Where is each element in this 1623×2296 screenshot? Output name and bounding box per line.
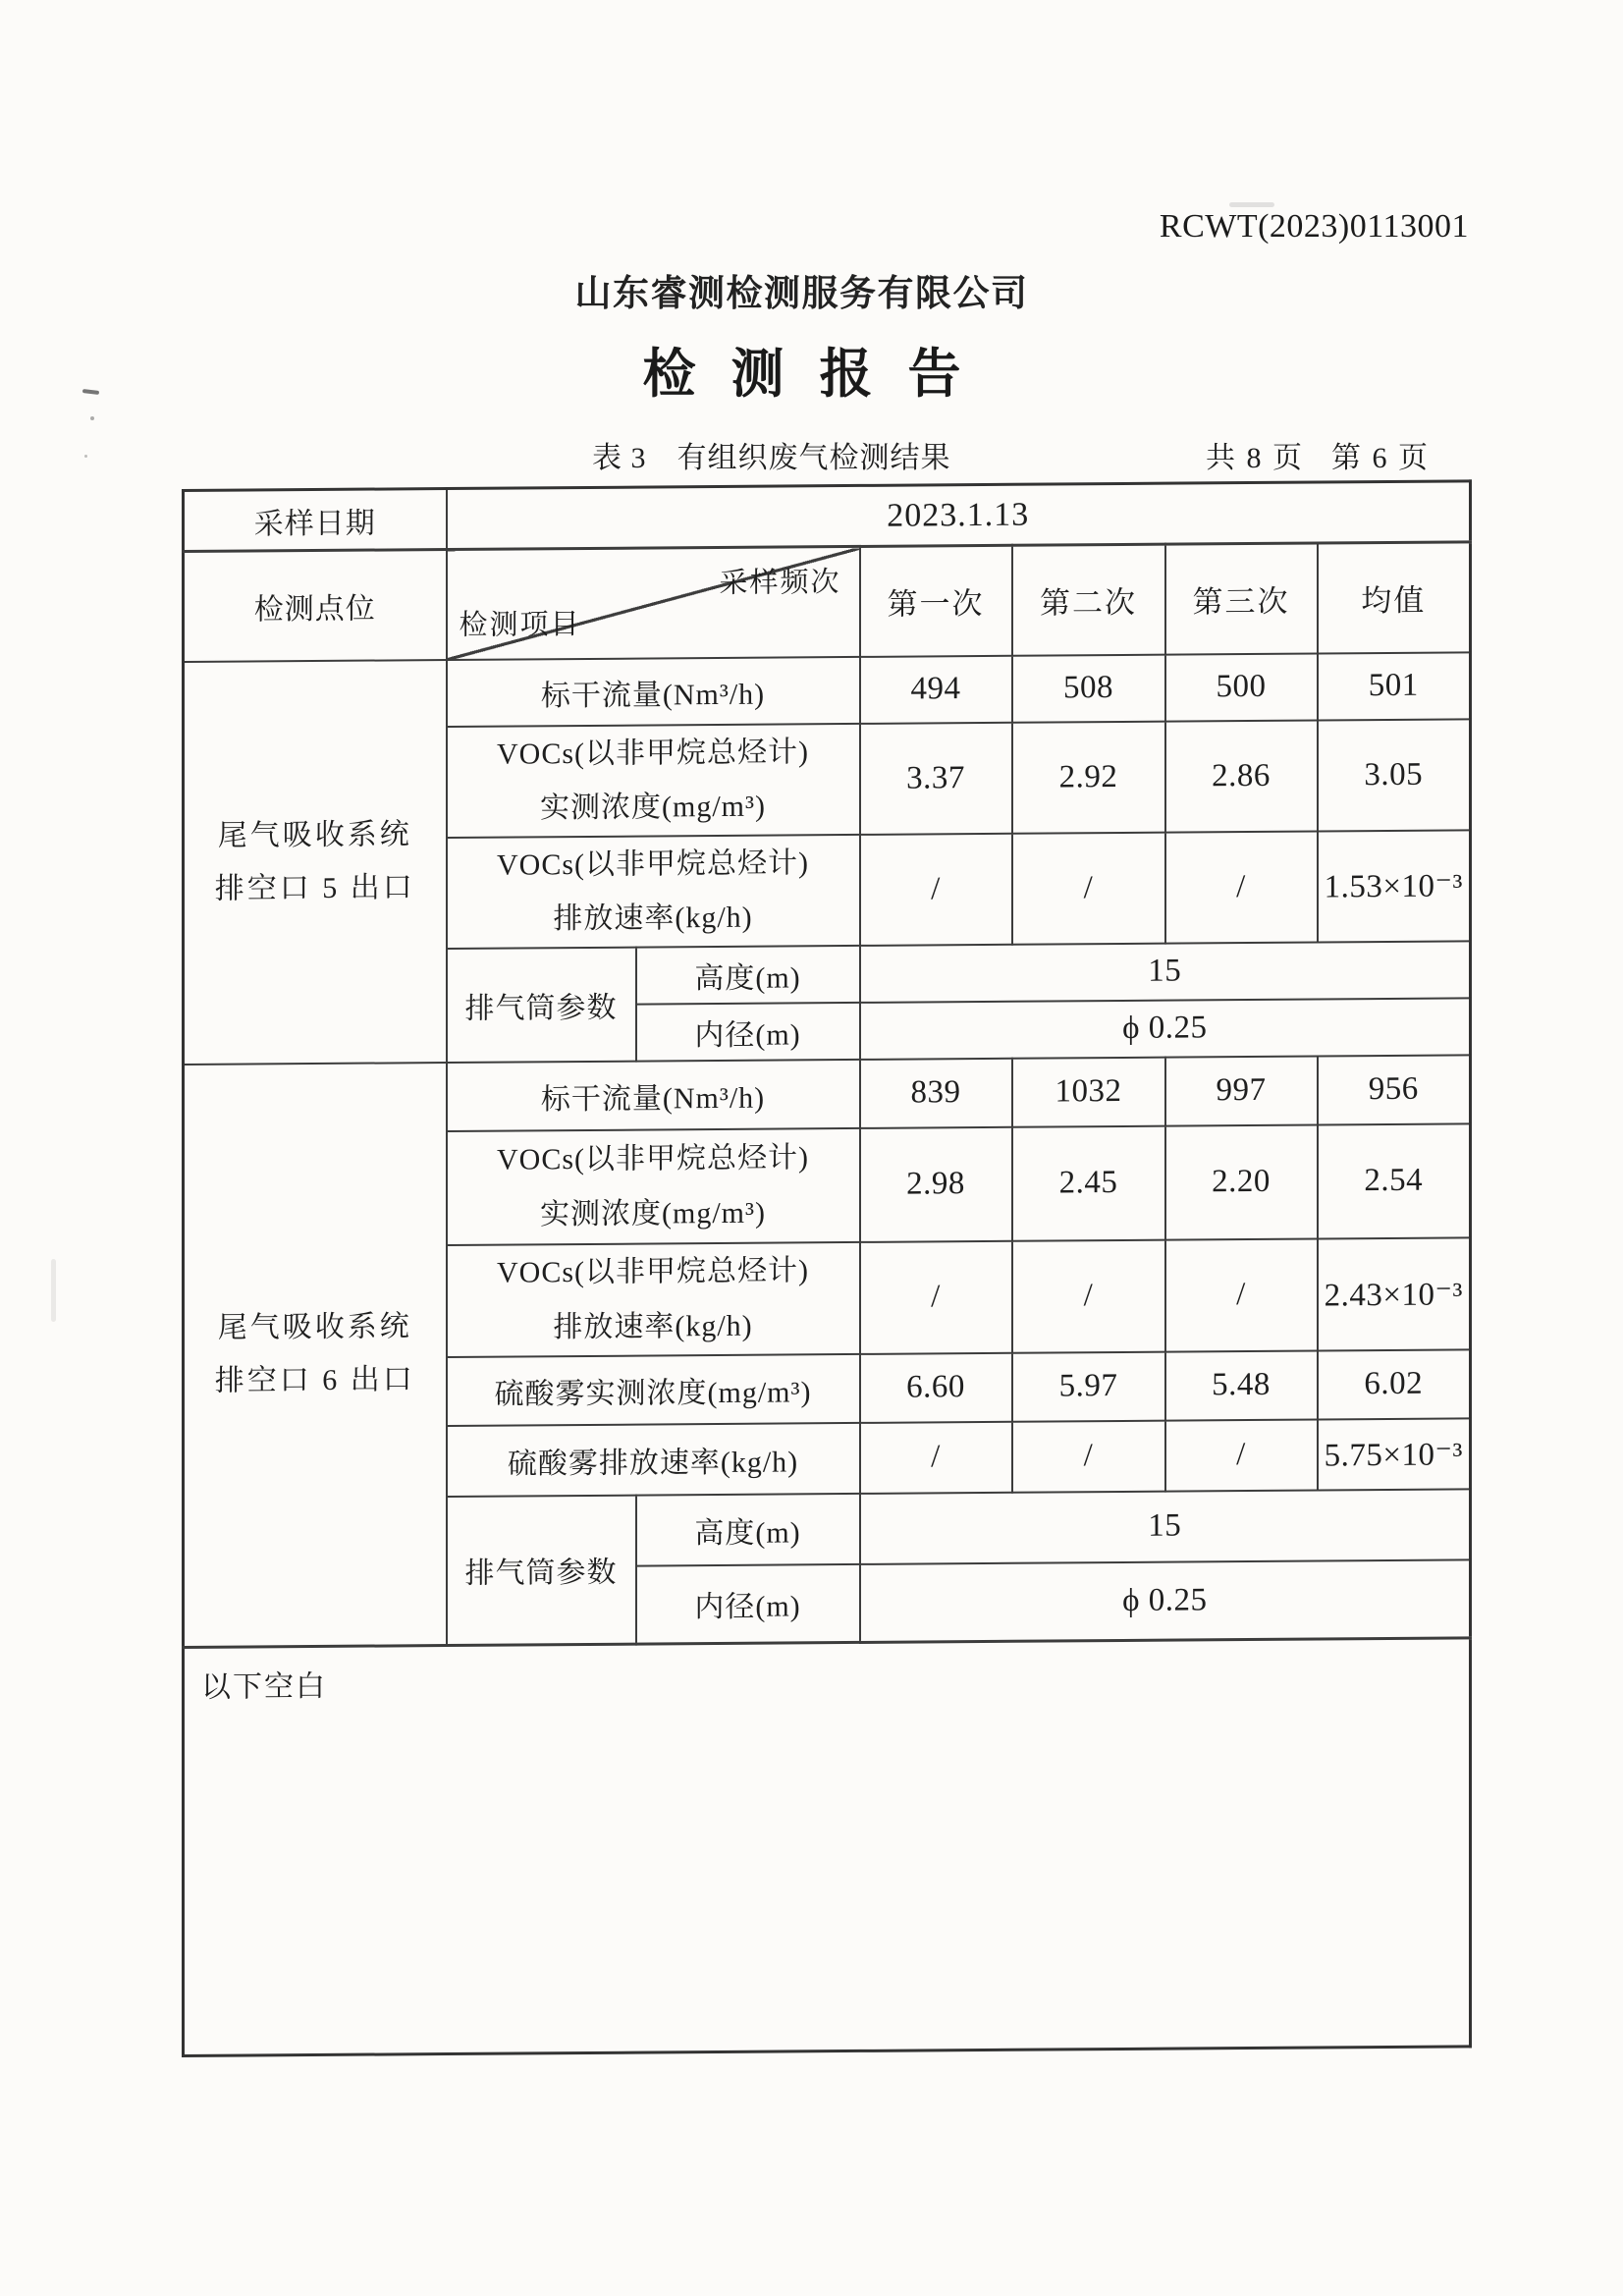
stack-height-value: 15 <box>860 941 1471 1003</box>
stack-params-label: 排气筒参数 <box>447 1495 636 1645</box>
header-second-run: 第二次 <box>1012 544 1165 655</box>
value-cell: 494 <box>860 655 1012 723</box>
value-cell: 3.37 <box>860 722 1012 834</box>
value-cell: / <box>1165 831 1318 943</box>
table-row <box>184 1055 1471 1133</box>
sampling-date-label: 采样日期 <box>184 489 447 552</box>
monitoring-point-header: 检测点位 <box>184 550 447 662</box>
scan-speck <box>1229 202 1274 207</box>
page-title: 检测报告 <box>642 345 997 404</box>
value-cell: 2.92 <box>1012 721 1165 833</box>
label-cell <box>447 1241 860 1356</box>
value-cell: 5.48 <box>1165 1350 1318 1420</box>
table-row <box>184 652 1471 729</box>
value-cell: 997 <box>1165 1056 1318 1125</box>
label-line: 排放速率(kg/h) <box>553 1309 753 1343</box>
value-cell: 501 <box>1318 652 1471 720</box>
value-cell: / <box>860 1240 1012 1353</box>
value-cell: 2.43×10⁻³ <box>1318 1237 1471 1350</box>
value-cell: 2.86 <box>1165 720 1318 832</box>
page-info <box>1206 433 1430 476</box>
value-cell: / <box>1012 1420 1165 1492</box>
label-cell: 标干流量(Nm³/h) <box>447 656 860 726</box>
table-caption: 表 3 有组织废气检测结果 <box>592 442 951 474</box>
stack-diameter-label: 内径(m) <box>636 1002 860 1061</box>
value-cell: 2.54 <box>1318 1123 1471 1238</box>
point-name-line: 尾气吸收系统 <box>217 817 412 852</box>
stack-diameter-label: 内径(m) <box>636 1563 860 1644</box>
value-cell: / <box>860 833 1012 945</box>
value-cell: / <box>1012 1239 1165 1352</box>
value-cell: / <box>860 1421 1012 1493</box>
point-name-outlet-6 <box>184 1063 447 1648</box>
stack-diameter-value: ϕ 0.25 <box>860 1559 1471 1643</box>
results-table-wrap <box>182 479 1472 2057</box>
point-name-line: 排空口 5 出口 <box>214 870 415 905</box>
label-cell <box>447 1127 860 1244</box>
stack-params-label: 排气筒参数 <box>447 947 636 1062</box>
pages-total: 共 8 页 <box>1206 442 1304 474</box>
page-current: 第 6 页 <box>1331 442 1430 474</box>
header-third-run: 第三次 <box>1165 543 1318 654</box>
value-cell: 5.97 <box>1012 1351 1165 1421</box>
label-cell: 硫酸雾排放速率(kg/h) <box>447 1422 860 1496</box>
value-cell: 6.02 <box>1318 1349 1471 1419</box>
point-name-outlet-5 <box>184 660 447 1065</box>
label-cell: 标干流量(Nm³/h) <box>447 1059 860 1130</box>
point-name-line: 尾气吸收系统 <box>217 1310 412 1344</box>
sampling-date-value: 2023.1.13 <box>447 481 1471 550</box>
value-cell: 508 <box>1012 654 1165 722</box>
test-item-header: 检测项目 <box>459 608 581 641</box>
value-cell: / <box>1012 832 1165 944</box>
label-line: VOCs(以非甲烷总烃计) <box>497 735 809 771</box>
value-cell: 500 <box>1165 653 1318 721</box>
value-cell: 2.45 <box>1012 1125 1165 1240</box>
value-cell: 839 <box>860 1058 1012 1127</box>
scan-speck <box>84 455 87 458</box>
blank-below-note: 以下空白 <box>184 1638 1471 2056</box>
value-cell: / <box>1165 1238 1318 1351</box>
header-average: 均值 <box>1318 542 1471 653</box>
label-line: VOCs(以非甲烷总烃计) <box>497 846 809 882</box>
label-line: VOCs(以非甲烷总烃计) <box>497 1141 809 1176</box>
value-cell: 2.20 <box>1165 1124 1318 1239</box>
row-sampling-date <box>184 481 1471 552</box>
company-name: 山东睿测检测服务有限公司 <box>574 274 1029 314</box>
value-cell: / <box>1165 1419 1318 1491</box>
diagonal-header-cell <box>447 546 860 659</box>
label-line: 实测浓度(mg/m³) <box>540 790 766 825</box>
results-table <box>182 479 1472 2057</box>
value-cell: 1.53×10⁻³ <box>1318 830 1471 942</box>
label-cell <box>447 834 860 948</box>
label-cell <box>447 723 860 837</box>
stack-height-label: 高度(m) <box>636 945 860 1004</box>
row-blank-below <box>184 1638 1471 2056</box>
report-number: RCWT(2023)0113001 <box>1159 208 1469 245</box>
stack-height-value: 15 <box>860 1489 1471 1564</box>
scan-speck <box>51 1259 56 1322</box>
label-line: VOCs(以非甲烷总烃计) <box>497 1254 809 1289</box>
label-cell: 硫酸雾实测浓度(mg/m³) <box>447 1353 860 1425</box>
value-cell: 2.98 <box>860 1126 1012 1241</box>
value-cell: 956 <box>1318 1055 1471 1124</box>
header-first-run: 第一次 <box>860 545 1012 656</box>
label-line: 实测浓度(mg/m³) <box>540 1196 766 1230</box>
stack-diameter-value: ϕ 0.25 <box>860 998 1471 1060</box>
sampling-frequency-header: 采样频次 <box>719 567 841 599</box>
value-cell: 6.60 <box>860 1352 1012 1422</box>
point-name-line: 排空口 6 出口 <box>214 1363 415 1398</box>
value-cell: 3.05 <box>1318 719 1471 831</box>
stack-height-label: 高度(m) <box>636 1493 860 1565</box>
scan-speck <box>90 416 94 420</box>
value-cell: 5.75×10⁻³ <box>1318 1418 1471 1490</box>
row-column-headers <box>184 542 1471 662</box>
value-cell: 1032 <box>1012 1057 1165 1126</box>
label-line: 排放速率(kg/h) <box>553 901 753 936</box>
